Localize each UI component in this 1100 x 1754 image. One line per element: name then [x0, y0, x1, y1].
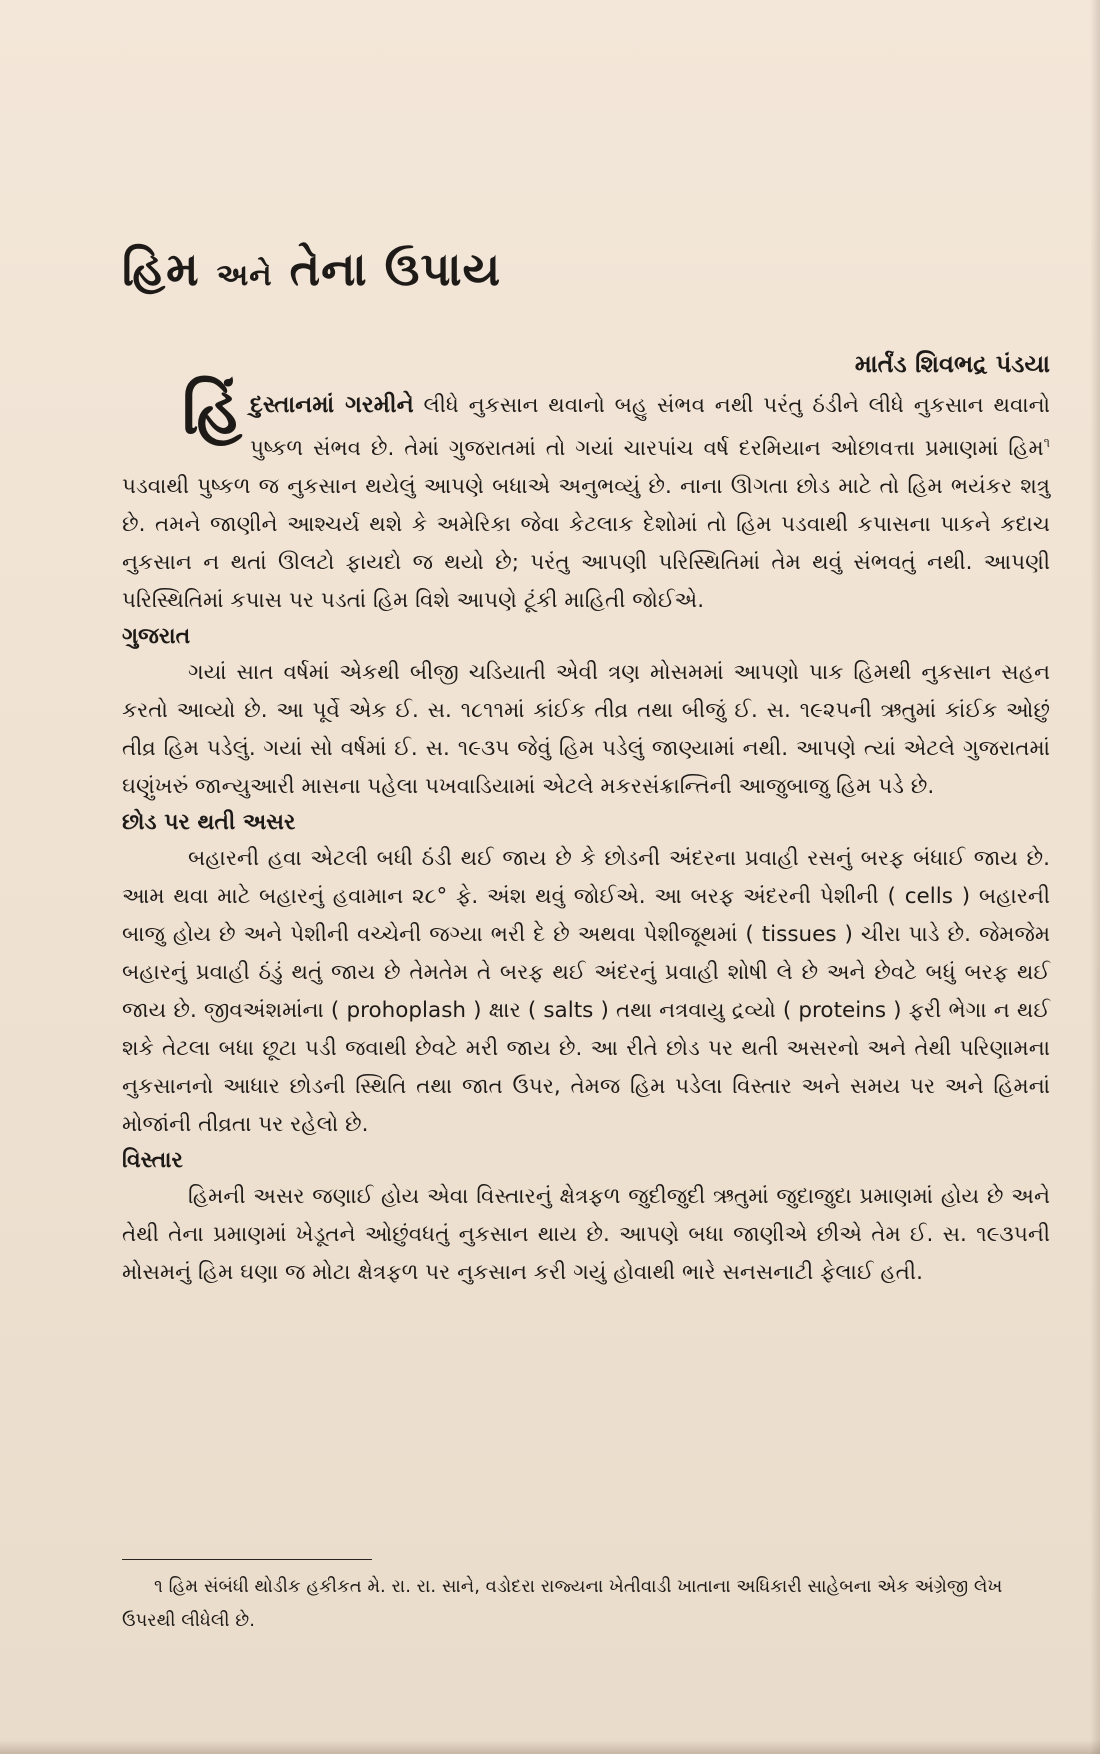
- title-word-2: અને: [216, 258, 273, 293]
- title-word-1: હિમ: [122, 242, 200, 296]
- paper-edge-right: [1090, 0, 1100, 1754]
- section-text-area: હિમની અસર જણાઈ હોય એવા વિસ્તારનું ક્ષેત્રફળ જુદીજુદી ઋતુમાં જુદાજુદા પ્રમાણમાં હોય છે અને તેથી તેના પ્રમાણમાં ખેડૂતને ઓછુંવધતું નુકસાન થાય છે. આપણે બધા જાણીએ છીએ તેમ ઈ. સ. ૧૯૩૫ની મોસમનું હિમ ઘણા જ મોટા ક્ષેત્રફળ પર નુકસાન કરી ગયું હોવાથી ભારે સનસનાટી ફેલાઈ હતી.: [122, 1184, 1050, 1286]
- author-name: માર્તંડ શિવભદ્ર પંડયા: [854, 350, 1050, 378]
- footnote-text: હિમ સંબંધી થોડીક હકીકત મે. રા. રા. સાને, વડોદરા રાજ્યના ખેતીવાડી ખાતાના અધિકારી સાહેબના એક અંગ્રેજી લેખ ઉપરથી લીધેલી છે.: [122, 1576, 1003, 1631]
- article-title: [122, 242, 501, 298]
- title-word-3: તેના ઉપાય: [289, 242, 502, 296]
- section-heading-gujarat: ગુજરાત: [122, 624, 191, 650]
- paper-edge-bottom: [0, 1740, 1100, 1754]
- footnote-divider: [122, 1559, 372, 1560]
- intro-paragraph: [122, 375, 1050, 620]
- intro-text-2: પડવાથી પુષ્કળ જ નુકસાન થયેલું આપણે બધાએ અનુભવ્યું છે. નાના ઊગતા છોડ માટે તો હિમ ભયંકર શત્રુ છે. તમને જાણીને આશ્ચર્ય થશે કે અમેરિકા જેવા કેટલાક દેશોમાં તો હિમ પડવાથી કપાસના પાકને કદાચ નુકસાન ન થતાં ઊલટો ફાયદો જ થયો છે; પરંતુ આપણી પરિસ્થિતિમાં તેમ થવું સંભવતું નથી. આપણી પરિસ્થિતિમાં કપાસ પર પડતાં હિમ વિશે આપણે ટૂંકી માહિતી જોઈએ.: [122, 474, 1050, 614]
- section-heading-effect: છોડ પર થતી અસર: [122, 810, 296, 836]
- section-text-effect: બહારની હવા એટલી બધી ઠંડી થઈ જાય છે કે છોડની અંદરના પ્રવાહી રસનું બરફ બંધાઈ જાય છે. આમ થવા માટે બહારનું હવામાન ૨૮° ફે. અંશ થવું જોઈએ. આ બરફ અંદરની પેશીની ( cells ) બહારની બાજુ હોય છે અને પેશીની વચ્ચેની જગ્યા ભરી દે છે અથવા પેશીજૂથમાં ( tissues ) ચીરા પાડે છે. જેમજેમ બહારનું પ્રવાહી ઠંડું થતું જાય છે તેમતેમ તે બરફ થઈ અંદરનું પ્રવાહી શોષી લે છે અને છેવટે બધું બરફ થઈ જાય છે. જીવઅંશમાંના ( prohoplash ) ક્ષાર ( salts ) તથા નત્રવાયુ દ્રવ્યો ( proteins ) ફરી ભેગા ન થઈ શકે તેટલા બધા છૂટા પડી જવાથી છેવટે મરી જાય છે. આ રીતે છોડ પર થતી અસરનો અને તેથી પરિણામના નુકસાનનો આધાર છોડની સ્થિતિ તથા જાત ઉપર, તેમજ હિમ પડેલા વિસ્તાર અને સમય પર અને હિમનાં મોજાંની તીવ્રતા પર રહેલો છે.: [122, 846, 1050, 1138]
- intro-lead: દુસ્તાનમાં ગરમીને: [249, 392, 414, 418]
- article-body: [122, 375, 1050, 1292]
- section-heading-area: વિસ્તાર: [122, 1148, 183, 1174]
- footnote-number: ૧: [154, 1576, 163, 1597]
- footnote-marker: ૧: [1043, 436, 1050, 451]
- intro-text-1: લીધે નુકસાન થવાનો બહુ સંભવ નથી પરંતુ ઠંડીને લીધે નુકસાન થવાનો પુષ્કળ સંભવ છે. તેમાં ગુજરાતમાં તો ગયાં ચારપાંચ વર્ષ દરમિયાન ઓછાવત્તા પ્રમાણમાં હિમ: [249, 393, 1050, 462]
- section-text-gujarat: ગયાં સાત વર્ષમાં એકથી બીજી ચડિયાતી એવી ત્રણ મોસમમાં આપણો પાક હિમથી નુકસાન સહન કરતો આવ્યો છે. આ પૂર્વે એક ઈ. સ. ૧૮૧૧માં કાંઈક તીવ્ર તથા બીજું ઈ. સ. ૧૯૨૫ની ઋતુમાં કાંઈક ઓછું તીવ્ર હિમ પડેલું. ગયાં સો વર્ષમાં ઈ. સ. ૧૯૩૫ જેવું હિમ પડેલું જાણ્યામાં નથી. આપણે ત્યાં એટલે ગુજરાતમાં ઘણુંખરું જાન્યુઆરી માસના પહેલા પખવાડિયામાં એટલે મકરસંક્રાન્તિની આજુબાજુ હિમ પડે છે.: [122, 660, 1050, 800]
- footnote: [122, 1570, 1050, 1638]
- drop-cap: હિં: [182, 375, 242, 449]
